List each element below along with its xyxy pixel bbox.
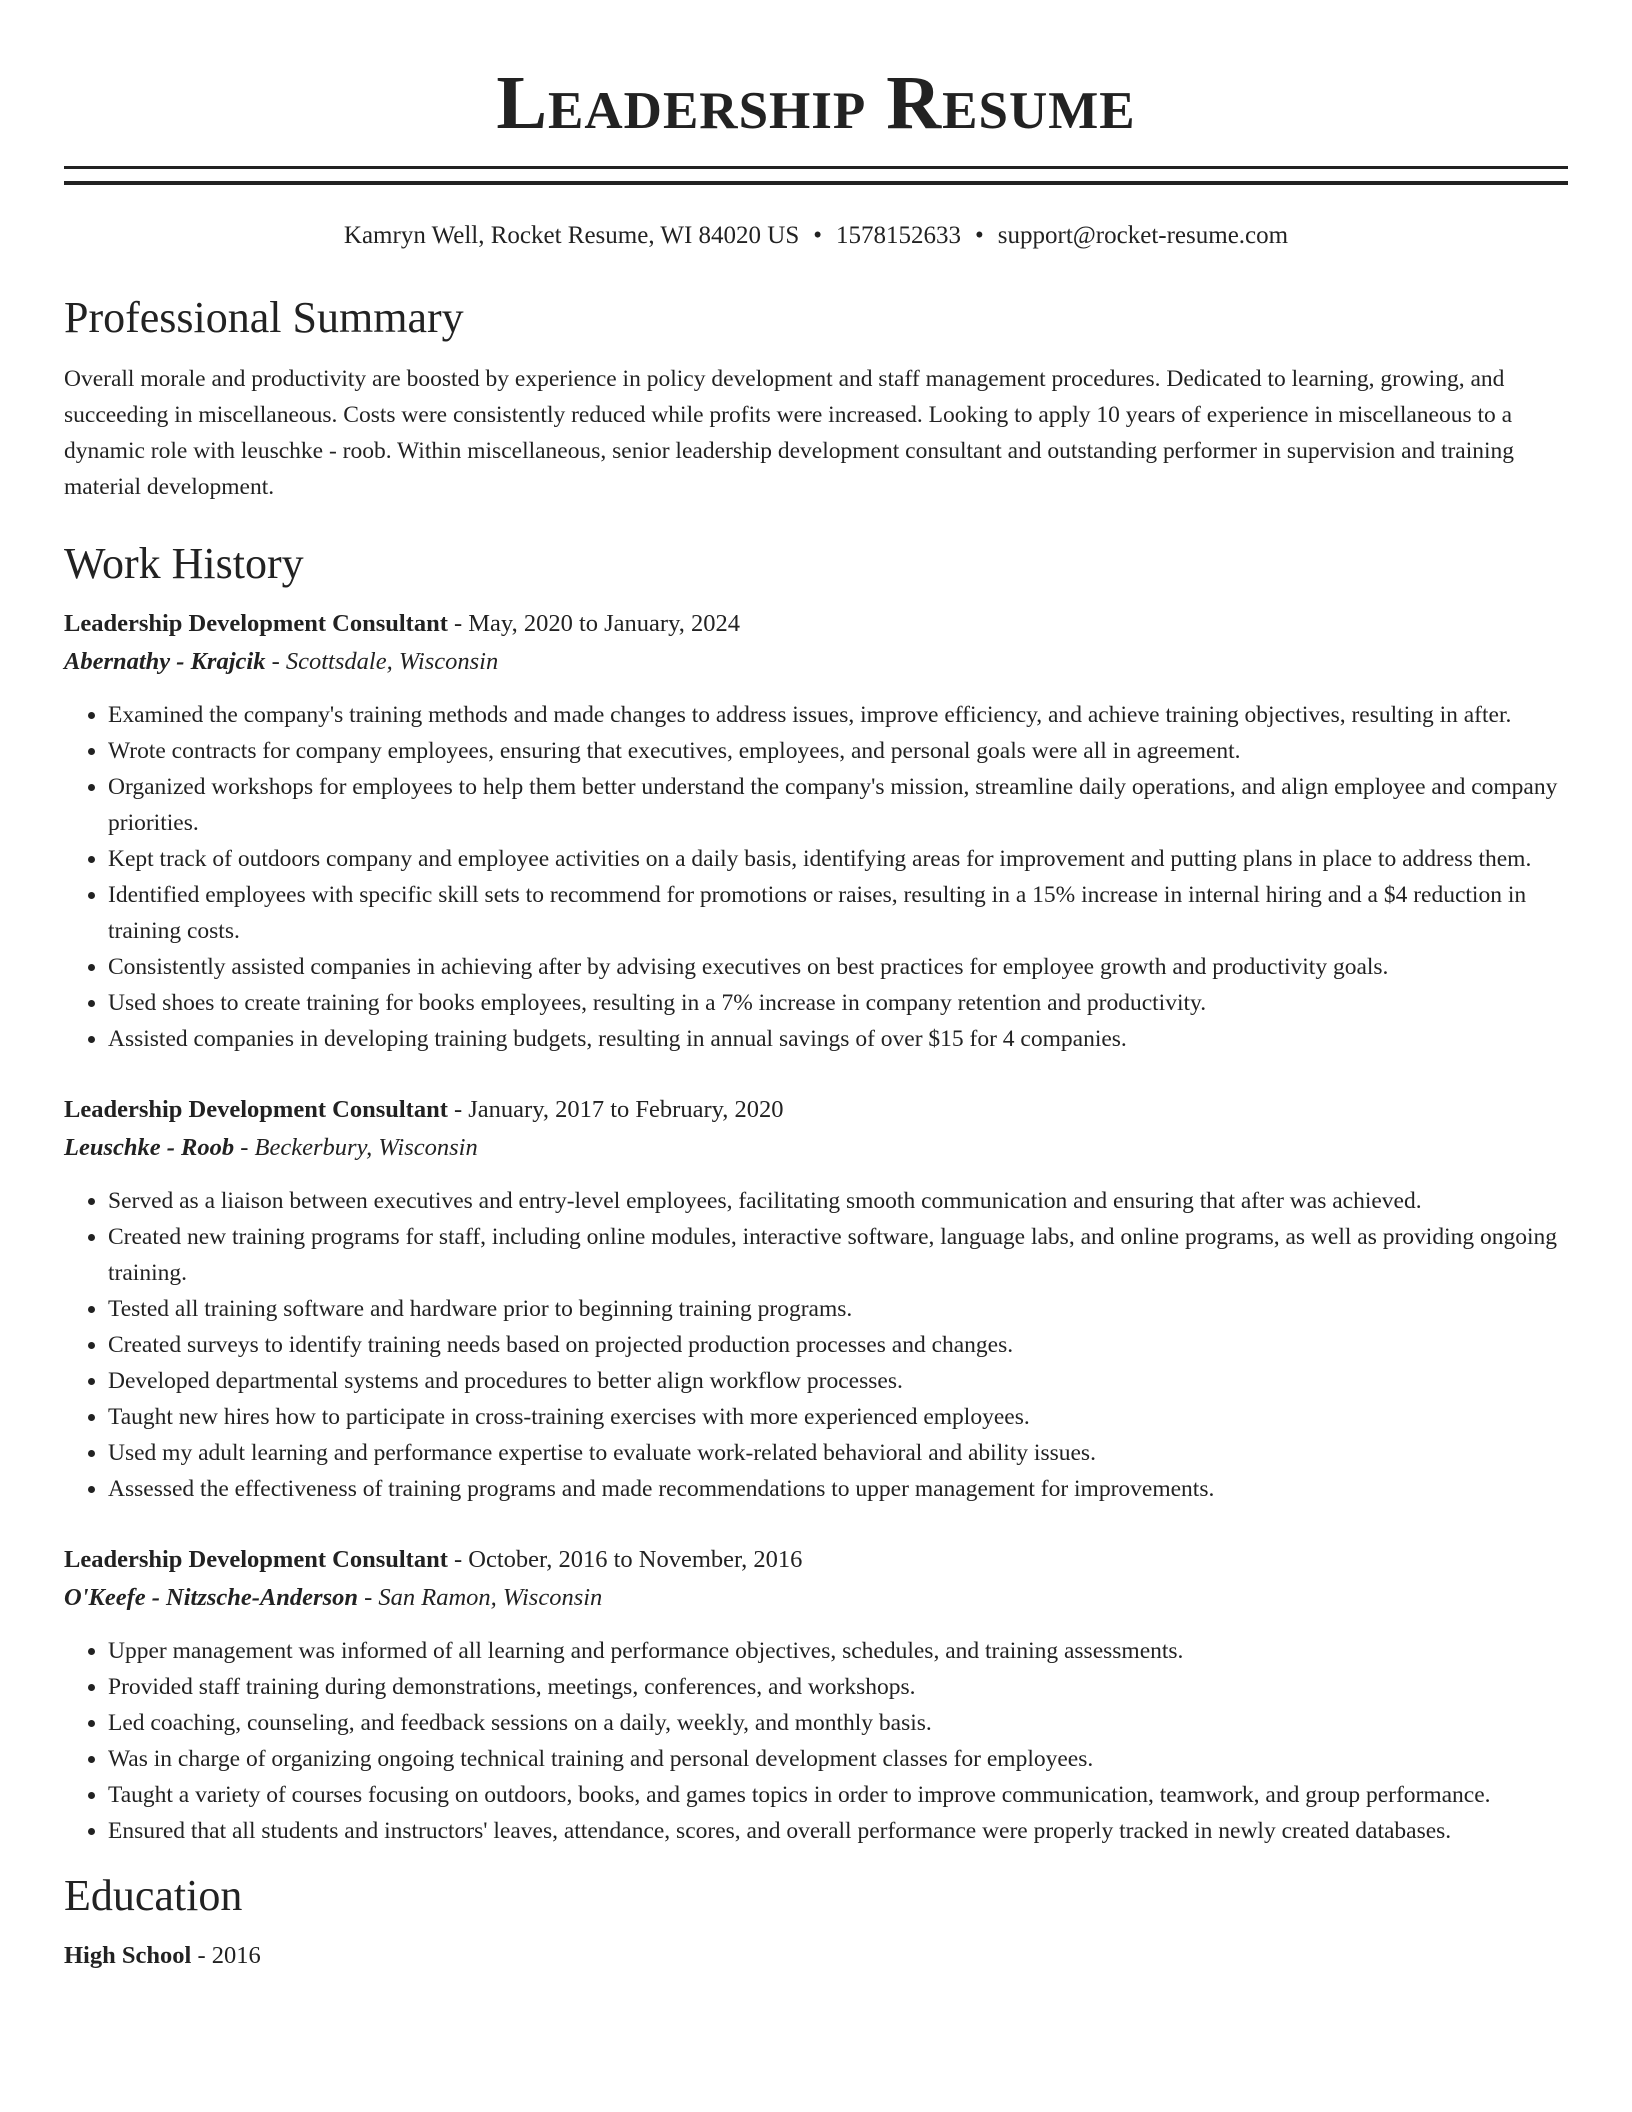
job-title-line — [64, 605, 1568, 643]
title-divider — [64, 166, 1568, 185]
resume-title: Leadership Resume — [496, 61, 1136, 145]
job-dates: - January, 2017 to February, 2020 — [447, 1096, 784, 1123]
job-bullet: • Led coaching, counseling, and feedback sessions on a daily, weekly, and monthly basis. — [108, 1705, 1568, 1741]
job-bullet: • Examined the company's training methods and made changes to address issues, improve efficiency, and achieve training objectives, resulting in after. — [108, 697, 1568, 733]
work-history-heading: Work History — [64, 539, 304, 588]
job-location: - Beckerbury, Wisconsin — [234, 1134, 478, 1161]
job-company-line — [64, 643, 1568, 681]
job-bullets — [64, 697, 1568, 1057]
job-title: Leadership Development Consultant — [64, 1546, 448, 1573]
job-bullet: • Used my adult learning and performance expertise to evaluate work-related behavioral and ability issues. — [108, 1435, 1568, 1471]
job-title: Leadership Development Consultant — [64, 610, 448, 637]
education-year: - 2016 — [191, 1942, 261, 1969]
job-bullets — [64, 1633, 1568, 1849]
job-bullet: • Consistently assisted companies in achieving after by advising executives on best practices for employee growth and productivity goals. — [108, 949, 1568, 985]
job-bullet: • Developed departmental systems and procedures to better align workflow processes. — [108, 1363, 1568, 1399]
job-title-line — [64, 1541, 1568, 1579]
summary-heading: Professional Summary — [64, 293, 464, 342]
job-company-line — [64, 1129, 1568, 1167]
job-bullet: • Taught new hires how to participate in cross-training exercises with more experienced employees. — [108, 1399, 1568, 1435]
contact-separator: • — [975, 222, 984, 249]
contact-address: Kamryn Well, Rocket Resume, WI 84020 US — [343, 222, 800, 249]
job-bullet: • Kept track of outdoors company and employee activities on a daily basis, identifying areas for improvement and putting plans in place to address them. — [108, 841, 1568, 877]
job-bullet: • Provided staff training during demonstrations, meetings, conferences, and workshops. — [108, 1669, 1568, 1705]
job-bullets — [64, 1183, 1568, 1507]
job-entry — [64, 605, 1568, 1057]
job-bullet: • Upper management was informed of all learning and performance objectives, schedules, and training assessments. — [108, 1633, 1568, 1669]
job-bullet: • Created new training programs for staff, including online modules, interactive software, language labs, and online programs, as well as providing ongoing training. — [108, 1219, 1568, 1291]
job-bullet: • Wrote contracts for company employees, ensuring that executives, employees, and personal goals were all in agreement. — [108, 733, 1568, 769]
contact-separator: • — [813, 222, 823, 249]
job-bullet: • Ensured that all students and instructors' leaves, attendance, scores, and overall performance were properly tracked in newly created databases. — [108, 1813, 1568, 1849]
job-title: Leadership Development Consultant — [64, 1096, 448, 1123]
job-bullet: • Identified employees with specific skill sets to recommend for promotions or raises, resulting in a 15% increase in internal hiring and a $4 reduction in training costs. — [108, 877, 1568, 949]
education-level: High School — [64, 1942, 192, 1969]
job-bullet: • Was in charge of organizing ongoing technical training and personal development classes for employees. — [108, 1741, 1568, 1777]
contact-email: support@rocket-resume.com — [997, 222, 1289, 249]
summary-text: Overall morale and productivity are boosted by experience in policy development and staff management procedures. Dedicated to learning, growing, and succeeding in miscellaneous. Costs were consistently reduced while profits were increased. Looking to apply 10 years of experience in miscellaneous to a dynamic role with leuschke - roob. Within miscellaneous, senior leadership development consultant and outstanding performer in supervision and training material development. — [64, 366, 1515, 500]
job-entry — [64, 1541, 1568, 1849]
contact-info — [64, 219, 1568, 253]
job-company: Abernathy - Krajcik — [64, 648, 266, 675]
job-dates: - May, 2020 to January, 2024 — [447, 610, 740, 637]
job-bullet: • Assisted companies in developing training budgets, resulting in annual savings of over $15 for 4 companies. — [108, 1021, 1568, 1057]
job-location: - San Ramon, Wisconsin — [357, 1584, 603, 1611]
job-list — [64, 605, 1568, 1849]
job-bullet: • Served as a liaison between executives and entry-level employees, facilitating smooth communication and ensuring that after was achieved. — [108, 1183, 1568, 1219]
job-bullet: • Organized workshops for employees to help them better understand the company's mission, streamline daily operations, and align employee and company priorities. — [108, 769, 1568, 841]
job-location: - Scottsdale, Wisconsin — [265, 648, 499, 675]
job-company: O'Keefe - Nitzsche-Anderson — [64, 1584, 358, 1611]
job-entry — [64, 1091, 1568, 1507]
job-company-line — [64, 1579, 1568, 1617]
education-entry — [64, 1937, 1568, 1975]
job-company: Leuschke - Roob — [64, 1134, 235, 1161]
education-heading: Education — [64, 1871, 243, 1920]
job-title-line — [64, 1091, 1568, 1129]
job-bullet: • Assessed the effectiveness of training programs and made recommendations to upper management for improvements. — [108, 1471, 1568, 1507]
job-bullet: • Tested all training software and hardware prior to beginning training programs. — [108, 1291, 1568, 1327]
job-dates: - October, 2016 to November, 2016 — [447, 1546, 803, 1573]
job-bullet: • Created surveys to identify training needs based on projected production processes and changes. — [108, 1327, 1568, 1363]
job-bullet: • Used shoes to create training for books employees, resulting in a 7% increase in company retention and productivity. — [108, 985, 1568, 1021]
job-bullet: • Taught a variety of courses focusing on outdoors, books, and games topics in order to improve communication, teamwork, and group performance. — [108, 1777, 1568, 1813]
contact-phone: 1578152633 — [836, 222, 962, 249]
